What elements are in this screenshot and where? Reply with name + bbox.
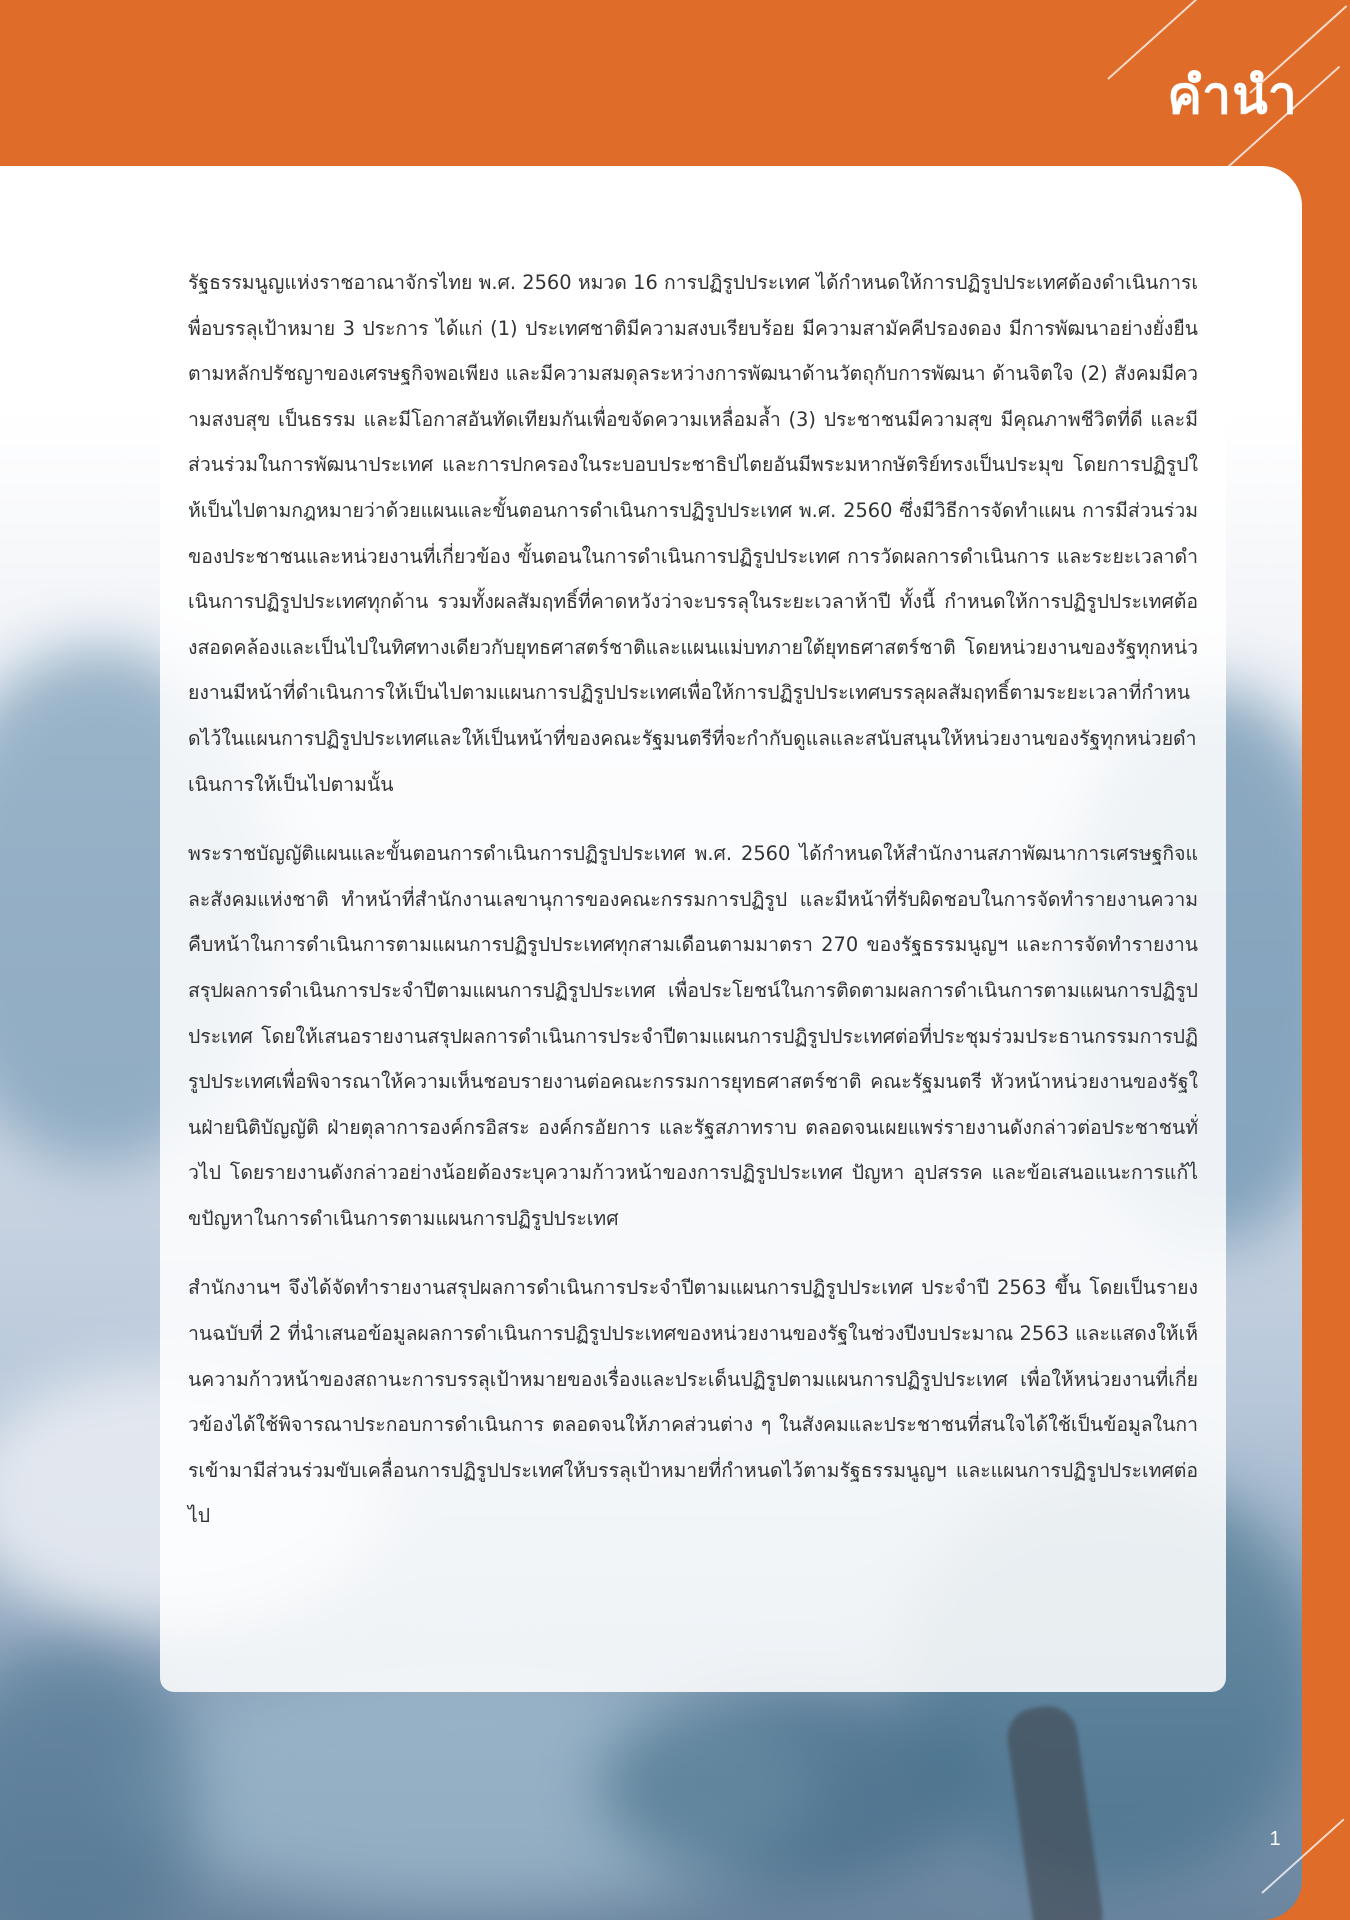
body-paragraph-2: พระราชบัญญัติแผนและขั้นตอนการดำเนินการปฏิรูปประเทศ พ.ศ. 2560 ได้กำหนดให้สำนักงานสภาพัฒนาการเศรษฐกิจและสังคมแห่งชาติ ทำหน้าที่สำนักงานเลขานุการของคณะกรรมการปฏิรูป และมีหน้าที่รับผิดชอบในการจัดทำรายงานความคืบหน้าในการดำเนินการตามแผนการปฏิรูปประเทศทุกสามเดือนตามมาตรา 270 ของรัฐธรรมนูญฯ และการจัดทำรายงานสรุปผลการดำเนินการประจำปีตามแผนการปฏิรูปประเทศ เพื่อประโยชน์ในการติดตามผลการดำเนินการตามแผนการปฏิรูปประเทศ โดยให้เสนอรายงานสรุปผลการดำเนินการประจำปีตามแผนการปฏิรูปประเทศต่อที่ประชุมร่วมประธานกรรมการปฏิรูปประเทศเพื่อพิจารณาให้ความเห็นชอบรายงานต่อคณะกรรมการยุทธศาสตร์ชาติ คณะรัฐมนตรี หัวหน้าหน่วยงานของรัฐในฝ่ายนิติบัญญัติ ฝ่ายตุลาการองค์กรอิสระ องค์กรอัยการ และรัฐสภาทราบ ตลอดจนเผยแพร่รายงานดังกล่าวต่อประชาชนทั่วไป โดยรายงานดังกล่าวอย่างน้อยต้องระบุความก้าวหน้าของการปฏิรูปประเทศ ปัญหา อุปสรรค และข้อเสนอแนะการแก้ไขปัญหาในการดำเนินการตามแผนการปฏิรูปประเทศ (188, 842, 1198, 1230)
page-title: คำนำ (1167, 67, 1298, 125)
right-accent-strip (1302, 0, 1350, 1920)
body-paragraph-3: สำนักงานฯ จึงได้จัดทำรายงานสรุปผลการดำเนินการประจำปีตามแผนการปฏิรูปประเทศ ประจำปี 2563 ขึ้น โดยเป็นรายงานฉบับที่ 2 ที่นำเสนอข้อมูลผลการดำเนินการปฏิรูปประเทศของหน่วยงานของรัฐในช่วงปีงบประมาณ 2563 และแสดงให้เห็นความก้าวหน้าของสถานะการบรรลุเป้าหมายของเรื่องและประเด็นปฏิรูปตามแผนการปฏิรูปประเทศ เพื่อให้หน่วยงานที่เกี่ยวข้องได้ใช้พิจารณาประกอบการดำเนินการ ตลอดจนให้ภาคส่วนต่าง ๆ ในสังคมและประชาชนที่สนใจได้ใช้เป็นข้อมูลในการเข้ามามีส่วนร่วมขับเคลื่อนการปฏิรูปประเทศให้บรรลุเป้าหมายที่กำหนดไว้ตามรัฐธรรมนูญฯ และแผนการปฏิรูปประเทศต่อไป (188, 1276, 1198, 1528)
page-number: 1 (1269, 1828, 1281, 1850)
text-panel (160, 224, 1226, 1692)
header-band (0, 0, 1350, 168)
body-paragraph-1: รัฐธรรมนูญแห่งราชอาณาจักรไทย พ.ศ. 2560 หมวด 16 การปฏิรูปประเทศ ได้กำหนดให้การปฏิรูปประเทศต้องดำเนินการเพื่อบรรลุเป้าหมาย 3 ประการ ได้แก่ (1) ประเทศชาติมีความสงบเรียบร้อย มีความสามัคคีปรองดอง มีการพัฒนาอย่างยั่งยืนตามหลักปรัชญาของเศรษฐกิจพอเพียง และมีความสมดุลระหว่างการพัฒนาด้านวัตถุกับการพัฒนา ด้านจิตใจ (2) สังคมมีความสงบสุข เป็นธรรม และมีโอกาสอันทัดเทียมกันเพื่อขจัดความเหลื่อมล้ำ (3) ประชาชนมีความสุข มีคุณภาพชีวิตที่ดี และมีส่วนร่วมในการพัฒนาประเทศ และการปกครองในระบอบประชาธิปไตยอันมีพระมหากษัตริย์ทรงเป็นประมุข โดยการปฏิรูปให้เป็นไปตามกฎหมายว่าด้วยแผนและขั้นตอนการดำเนินการปฏิรูปประเทศ พ.ศ. 2560 ซึ่งมีวิธีการจัดทำแผน การมีส่วนร่วมของประชาชนและหน่วยงานที่เกี่ยวข้อง ขั้นตอนในการดำเนินการปฏิรูปประเทศ การวัดผลการดำเนินการ และระยะเวลาดำเนินการปฏิรูปประเทศทุกด้าน รวมทั้งผลสัมฤทธิ์ที่คาดหวังว่าจะบรรลุในระยะเวลาห้าปี ทั้งนี้ กำหนดให้การปฏิรูปประเทศต้องสอดคล้องและเป็นไปในทิศทางเดียวกับยุทธศาสตร์ชาติและแผนแม่บทภายใต้ยุทธศาสตร์ชาติ โดยหน่วยงานของรัฐทุกหน่วยงานมีหน้าที่ดำเนินการให้เป็นไปตามแผนการปฏิรูปประเทศเพื่อให้การปฏิรูปประเทศบรรลุผลสัมฤทธิ์ตามระยะเวลาที่กำหนดไว้ในแผนการปฏิรูปประเทศและให้เป็นหน้าที่ของคณะรัฐมนตรีที่จะกำกับดูแลและสนับสนุนให้หน่วยงานของรัฐทุกหน่วยดำเนินการให้เป็นไปตามนั้น (188, 271, 1198, 796)
